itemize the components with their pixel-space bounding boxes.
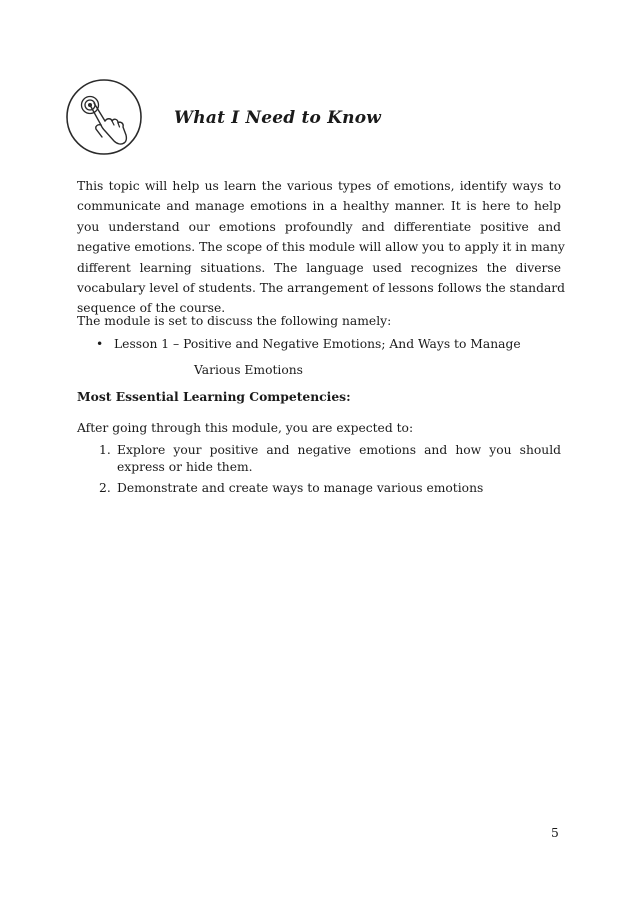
list-item (77, 442, 561, 476)
lesson-title: Lesson 1 – Positive and Negative Emotions; And Ways to Manage (114, 337, 521, 351)
list-item (77, 480, 561, 497)
intro-paragraph (77, 176, 566, 319)
intro-line: different learning situations. The language used recognizes the diverse (77, 260, 561, 275)
lesson-bullet-list (80, 334, 560, 381)
intro-line: communicate and manage emotions in a healthy manner. It is here to help (77, 199, 561, 214)
page-number: 5 (551, 826, 559, 840)
module-set-text: The module is set to discuss the following namely: (77, 314, 392, 328)
competency-line: Explore your positive and negative emotions and how you should (117, 443, 561, 457)
intro-line: you understand our emotions profoundly and differentiate positive and (77, 219, 561, 234)
bullet-icon: • (96, 337, 104, 351)
intro-line: sequence of the course. (77, 301, 226, 316)
competency-line: Demonstrate and create ways to manage various emotions (117, 481, 484, 495)
hand-tap-icon (64, 77, 144, 157)
intro-line: vocabulary level of students. The arrangement of lessons follows the standard (77, 281, 566, 296)
competency-list (77, 442, 561, 501)
intro-line: This topic will help us learn the various types of emotions, identify ways to (77, 179, 561, 193)
item-number: 1. (99, 443, 111, 457)
competencies-intro: After going through this module, you are expected to: (77, 421, 414, 435)
competency-line: express or hide them. (117, 460, 253, 474)
section-title: What I Need to Know (174, 108, 382, 128)
list-item (80, 334, 560, 381)
item-number: 2. (99, 481, 111, 495)
intro-line: negative emotions. The scope of this module will allow you to apply it in many (77, 240, 565, 255)
competencies-heading: Most Essential Learning Competencies: (77, 389, 351, 404)
lesson-title-continued: Various Emotions (194, 363, 303, 378)
